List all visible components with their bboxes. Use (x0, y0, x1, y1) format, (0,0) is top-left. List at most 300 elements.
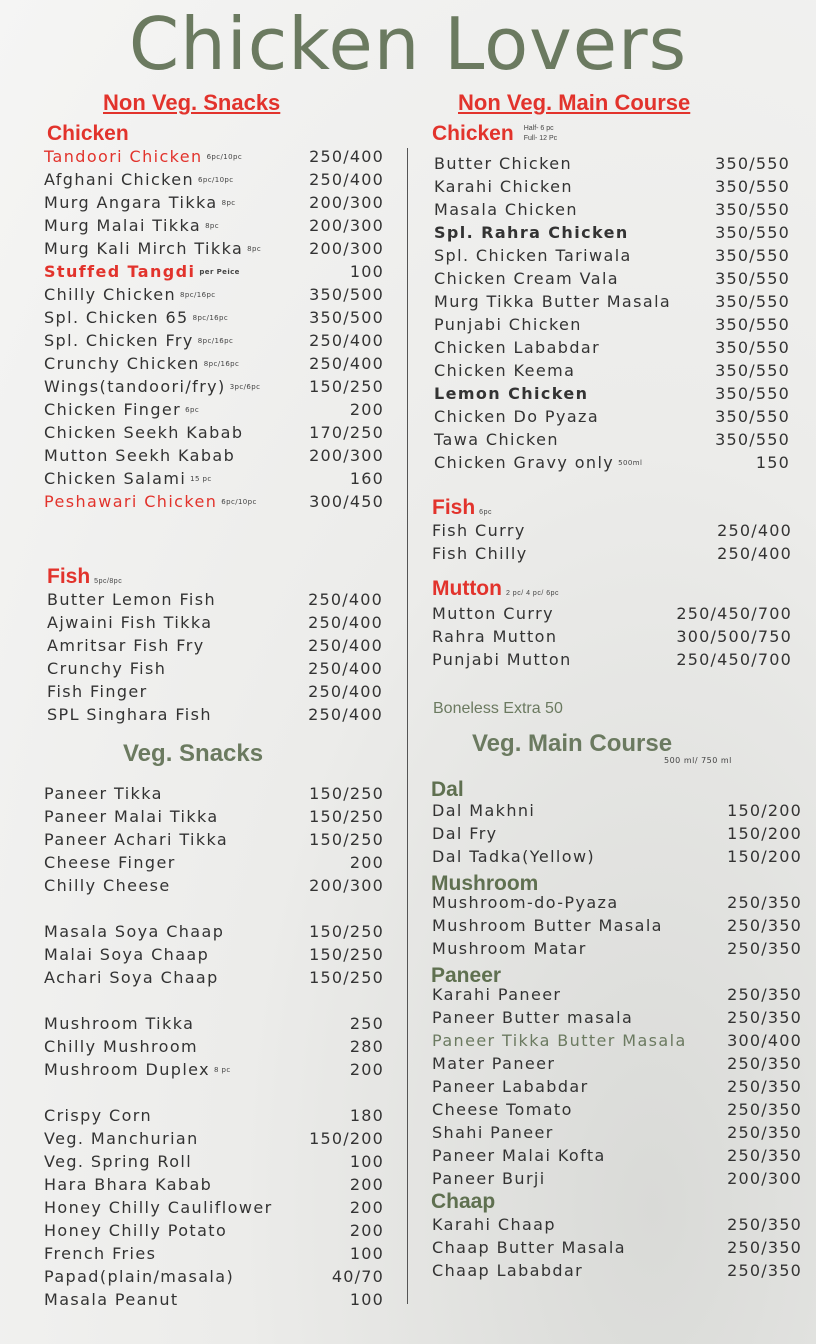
menu-item-name-text: Fish Chilly (432, 544, 528, 563)
menu-item-name (44, 1288, 179, 1311)
menu-item-name-text: Mutton Curry (432, 604, 554, 623)
menu-item-row (434, 290, 790, 313)
menu-item-name (44, 1012, 194, 1035)
menu-item-row (432, 1144, 802, 1167)
menu-item-name-text: Mushroom-do-Pyaza (432, 893, 619, 912)
menu-item-price: 250/350 (727, 1146, 802, 1165)
menu-item-row (47, 634, 383, 657)
menu-item-name-text: Chicken Keema (434, 361, 576, 380)
menu-item-price: 200/300 (309, 193, 384, 212)
menu-item-name-text: Chaap Lababdar (432, 1261, 584, 1280)
menu-item-name-text: Crispy Corn (44, 1106, 153, 1125)
menu-item-portion: 8 pc (214, 1066, 231, 1074)
right-fish-label: Fish (432, 496, 476, 519)
menu-item-name (44, 191, 236, 215)
menu-item-price: 350/550 (715, 384, 790, 403)
menu-item-price: 300/500/750 (676, 627, 792, 646)
menu-item-price: 250/400 (308, 590, 383, 609)
menu-item-row (44, 874, 384, 897)
menu-item-name (432, 1075, 589, 1098)
menu-item-name (432, 542, 528, 565)
menu-item-price: 250/350 (727, 1054, 802, 1073)
menu-item-name-text: Cheese Tomato (432, 1100, 573, 1119)
menu-item-row (432, 1029, 802, 1052)
menu-item-price: 250/400 (309, 354, 384, 373)
menu-item-row (44, 352, 384, 375)
menu-item-name (434, 336, 600, 359)
menu-item-name (44, 260, 240, 284)
menu-item-name-text: Dal Tadka(Yellow) (432, 847, 596, 866)
menu-item-name-text: Afghani Chicken (44, 170, 195, 189)
menu-item-row (432, 542, 792, 565)
menu-item-portion: per Peice (199, 268, 240, 276)
menu-item-row (47, 611, 383, 634)
menu-item-name-text: Hara Bhara Kabab (44, 1175, 213, 1194)
non-veg-snacks-heading: Non Veg. Snacks (103, 90, 281, 115)
menu-item-name (44, 168, 234, 192)
left-fish-category (47, 565, 122, 589)
menu-item-name-text: Tawa Chicken (434, 430, 559, 449)
menu-item-price: 250/350 (727, 1215, 802, 1234)
menu-item-portion: 15 pc (190, 475, 212, 483)
menu-item-row (44, 467, 384, 490)
menu-item-row (44, 260, 384, 283)
menu-item-price: 100 (349, 1152, 384, 1171)
menu-item-name (434, 382, 588, 405)
menu-item-price: 200 (349, 1198, 384, 1217)
menu-item-name-text: Mutton Seekh Kabab (44, 446, 236, 465)
menu-item-row (434, 221, 790, 244)
menu-item-name-text: Chilly Cheese (44, 876, 171, 895)
menu-item-row (432, 1098, 802, 1121)
menu-item-name-text: Punjabi Mutton (432, 650, 572, 669)
menu-item-name (47, 634, 205, 657)
menu-item-name (44, 237, 261, 261)
menu-item-name (44, 398, 199, 422)
menu-item-row (44, 490, 384, 513)
menu-item-row (44, 1035, 384, 1058)
menu-item-name (44, 283, 216, 307)
non-veg-main-course-heading: Non Veg. Main Course (458, 90, 691, 115)
menu-item-name (44, 1035, 198, 1058)
menu-item-row (432, 799, 802, 822)
menu-item-row (44, 1104, 384, 1127)
menu-item-name (432, 602, 554, 625)
menu-item-name-text: Rahra Mutton (432, 627, 558, 646)
menu-item-name (432, 822, 498, 845)
menu-item-price: 150/250 (309, 922, 384, 941)
menu-item-name-text: Paneer Lababdar (432, 1077, 589, 1096)
menu-item-row (44, 782, 384, 805)
menu-item-row (44, 1127, 384, 1150)
menu-item-row (432, 519, 792, 542)
menu-item-name (44, 1058, 231, 1082)
menu-item-name-text: Honey Chilly Cauliflower (44, 1198, 273, 1217)
menu-item-price: 250 (349, 1014, 384, 1033)
menu-item-price: 350/550 (715, 292, 790, 311)
menu-item-name-text: Amritsar Fish Fry (47, 636, 205, 655)
menu-item-row (47, 680, 383, 703)
menu-item-price: 250/400 (717, 544, 792, 563)
menu-item-row (432, 625, 792, 648)
menu-item-price: 150/200 (727, 847, 802, 866)
menu-item-row (434, 313, 790, 336)
menu-item-name (44, 851, 176, 874)
menu-item-name-text: Fish Curry (432, 521, 526, 540)
menu-item-name-text: Lemon Chicken (434, 384, 589, 403)
menu-item-name (432, 1213, 556, 1236)
menu-item-name (44, 421, 243, 444)
menu-item-price: 150/250 (309, 377, 384, 396)
menu-item-price: 250/350 (727, 1261, 802, 1280)
menu-item-price: 250/350 (727, 916, 802, 935)
menu-item-row (432, 1075, 802, 1098)
menu-item-row (44, 966, 384, 989)
menu-item-row (434, 451, 790, 474)
menu-item-name (44, 145, 242, 169)
menu-item-name (432, 1144, 606, 1167)
menu-item-name (432, 1098, 573, 1121)
mushroom-category: Mushroom (431, 872, 539, 895)
menu-item-price: 100 (349, 1244, 384, 1263)
menu-title: Chicken Lovers (128, 2, 688, 86)
menu-item-price: 200/300 (309, 876, 384, 895)
right-chicken-category (432, 122, 557, 146)
menu-item-name-text: Masala Soya Chaap (44, 922, 225, 941)
menu-item-name (44, 214, 219, 238)
menu-item-price: 350/550 (715, 223, 790, 242)
menu-item-row (434, 405, 790, 428)
menu-item-row (434, 198, 790, 221)
menu-item-price: 250/450/700 (676, 650, 792, 669)
menu-item-name (47, 703, 212, 726)
menu-item-price: 100 (349, 262, 384, 281)
menu-item-price: 150/250 (309, 830, 384, 849)
menu-item-name (44, 375, 260, 399)
menu-item-row (47, 657, 383, 680)
menu-item-name (432, 648, 572, 671)
menu-item-name-text: Murg Tikka Butter Masala (434, 292, 672, 311)
menu-item-name (434, 152, 572, 175)
menu-item-name-text: Crunchy Chicken (44, 354, 200, 373)
menu-item-price: 200/300 (309, 446, 384, 465)
menu-item-name (432, 914, 663, 937)
menu-item-row (44, 1173, 384, 1196)
menu-item-name-text: Paneer Butter masala (432, 1008, 634, 1027)
menu-item-price: 150/200 (309, 1129, 384, 1148)
menu-item-name (44, 943, 209, 966)
menu-item-row (47, 703, 383, 726)
menu-item-price: 350/550 (715, 269, 790, 288)
menu-item-name-text: Chicken Do Pyaza (434, 407, 600, 426)
menu-item-price: 150/200 (727, 801, 802, 820)
menu-item-row (434, 152, 790, 175)
menu-item-row (434, 382, 790, 405)
menu-item-price: 200/300 (309, 216, 384, 235)
menu-item-row (44, 1219, 384, 1242)
menu-item-name-text: Karahi Paneer (432, 985, 562, 1004)
menu-item-name-text: Spl. Chicken Tariwala (434, 246, 632, 265)
menu-item-price: 200/300 (309, 239, 384, 258)
menu-item-name (434, 290, 671, 313)
menu-item-name (47, 611, 212, 634)
menu-item-name-text: French Fries (44, 1244, 157, 1263)
menu-item-row (434, 359, 790, 382)
menu-item-price: 280 (349, 1037, 384, 1056)
right-fish-category (432, 496, 492, 520)
menu-item-price: 150/250 (309, 968, 384, 987)
menu-item-name (432, 1029, 687, 1052)
menu-item-name-text: Chicken Cream Vala (434, 269, 619, 288)
menu-item-name (434, 451, 642, 475)
menu-item-row (432, 1167, 802, 1190)
menu-item-name (432, 937, 587, 960)
menu-item-row (44, 375, 384, 398)
menu-item-name (47, 680, 148, 703)
menu-item-price: 350/500 (309, 308, 384, 327)
menu-item-name (432, 799, 535, 822)
menu-item-name-text: Murg Malai Tikka (44, 216, 202, 235)
menu-item-name (44, 782, 163, 805)
menu-item-price: 350/500 (309, 285, 384, 304)
menu-item-name-text: Spl. Rahra Chicken (434, 223, 629, 242)
menu-item-portion: 8pc/16pc (203, 360, 240, 368)
menu-item-name-text: Ajwaini Fish Tikka (47, 613, 213, 632)
menu-item-price: 250/400 (308, 659, 383, 678)
right-chicken-label: Chicken (432, 122, 514, 145)
menu-item-name (434, 198, 578, 221)
menu-item-name-text: Mushroom Butter Masala (432, 916, 663, 935)
menu-item-portion: 8pc (247, 245, 262, 253)
menu-item-price: 250/400 (308, 636, 383, 655)
veg-main-course-size-note: 500 ml/ 750 ml (664, 756, 732, 765)
menu-item-name (434, 244, 632, 267)
menu-item-name-text: Wings(tandoori/fry) (44, 377, 226, 396)
menu-item-price: 200 (349, 1060, 384, 1079)
menu-item-name (432, 983, 561, 1006)
menu-item-name-text: Paneer Achari Tikka (44, 830, 229, 849)
menu-item-name-text: Spl. Chicken Fry (44, 331, 194, 350)
menu-item-portion: 8pc (205, 222, 220, 230)
mutton-category (432, 577, 559, 601)
menu-item-row (44, 283, 384, 306)
menu-item-row (44, 306, 384, 329)
menu-item-name-text: Mushroom Duplex (44, 1060, 210, 1079)
menu-item-name (432, 891, 619, 914)
menu-item-name (44, 329, 233, 353)
menu-item-price: 250/350 (727, 939, 802, 958)
left-fish-note: 5pc/8pc (94, 578, 123, 585)
menu-item-name (434, 405, 599, 428)
menu-item-price: 250/350 (727, 1238, 802, 1257)
menu-item-name-text: Mushroom Matar (432, 939, 587, 958)
column-divider (407, 148, 408, 1304)
menu-item-name-text: Papad(plain/masala) (44, 1267, 235, 1286)
menu-item-row (44, 1288, 384, 1311)
menu-item-row (44, 828, 384, 851)
menu-item-row (44, 398, 384, 421)
menu-item-name-text: Honey Chilly Potato (44, 1221, 228, 1240)
menu-item-portion: 6pc/10pc (198, 176, 234, 184)
menu-item-price: 250/350 (727, 1123, 802, 1142)
menu-item-price: 300/400 (727, 1031, 802, 1050)
menu-item-name-text: Chicken Finger (44, 400, 182, 419)
menu-item-row (44, 920, 384, 943)
menu-item-row (44, 1012, 384, 1035)
menu-item-name-text: Peshawari Chicken (44, 492, 218, 511)
menu-item-name (47, 588, 216, 611)
menu-item-price: 200 (349, 1175, 384, 1194)
menu-item-portion: 8pc/16pc (192, 314, 229, 322)
menu-item-name-text: Chicken Seekh Kabab (44, 423, 244, 442)
menu-item-row (432, 1121, 802, 1144)
menu-item-name (434, 359, 575, 382)
menu-item-price: 180 (349, 1106, 384, 1125)
menu-item-name (44, 1150, 192, 1173)
menu-item-name (44, 1173, 212, 1196)
menu-item-name (44, 920, 224, 943)
menu-item-name-text: Chicken Lababdar (434, 338, 601, 357)
menu-item-name (434, 428, 559, 451)
menu-item-name-text: Paneer Tikka (44, 784, 163, 803)
menu-item-name-text: Chicken Salami (44, 469, 187, 488)
menu-item-name (432, 1006, 633, 1029)
menu-item-name-text: Paneer Burji (432, 1169, 546, 1188)
menu-item-portion: 8pc/16pc (180, 291, 216, 299)
menu-item-price: 250/350 (727, 1100, 802, 1119)
menu-item-name (432, 1121, 554, 1144)
menu-item-price: 300/450 (309, 492, 384, 511)
menu-item-portion: 8pc/16pc (197, 337, 234, 345)
menu-item-name-text: Karahi Chaap (432, 1215, 556, 1234)
menu-item-name-text: Dal Fry (432, 824, 498, 843)
menu-item-price: 250/350 (727, 985, 802, 1004)
menu-item-price: 170/250 (309, 423, 384, 442)
menu-item-price: 150/200 (727, 824, 802, 843)
menu-item-row (44, 851, 384, 874)
menu-item-name (434, 313, 582, 336)
menu-item-price: 200/300 (727, 1169, 802, 1188)
menu-item-price: 200 (349, 400, 384, 419)
chaap-category: Chaap (431, 1190, 496, 1213)
dal-category: Dal (431, 778, 464, 801)
menu-item-row (44, 1242, 384, 1265)
menu-item-price: 250/400 (309, 147, 384, 166)
full-note: Full- 12 Pc (523, 135, 558, 143)
menu-item-price: 350/550 (715, 177, 790, 196)
menu-item-price: 350/550 (715, 246, 790, 265)
menu-item-name (44, 828, 228, 851)
menu-item-name-text: Mushroom Tikka (44, 1014, 195, 1033)
menu-item-price: 250/400 (309, 170, 384, 189)
menu-item-row (434, 428, 790, 451)
menu-item-row (432, 602, 792, 625)
menu-item-row (44, 1196, 384, 1219)
menu-item-name-text: Crunchy Fish (47, 659, 167, 678)
menu-item-name-text: Fish Finger (47, 682, 148, 701)
menu-item-row (432, 1236, 802, 1259)
menu-item-price: 40/70 (331, 1267, 384, 1286)
menu-item-portion: 500ml (618, 459, 643, 467)
left-chicken-category: Chicken (47, 122, 129, 145)
menu-item-portion: 6pc/10pc (206, 153, 243, 161)
menu-item-row (44, 444, 384, 467)
menu-item-row (44, 145, 384, 168)
menu-item-portion: 6pc/10pc (221, 498, 257, 506)
menu-item-name-text: Chicken Gravy only (434, 453, 615, 472)
menu-item-row (44, 1058, 384, 1081)
menu-item-price: 250/400 (717, 521, 792, 540)
menu-item-portion: 8pc (221, 199, 236, 207)
menu-item-row (432, 822, 802, 845)
menu-item-row (47, 588, 383, 611)
menu-item-name-text: Butter Lemon Fish (47, 590, 217, 609)
menu-item-price: 350/550 (715, 154, 790, 173)
menu-item-price: 150/250 (309, 945, 384, 964)
menu-item-name-text: Masala Peanut (44, 1290, 179, 1309)
menu-item-row (44, 1265, 384, 1288)
menu-item-name (434, 221, 629, 244)
menu-item-price: 200 (349, 1221, 384, 1240)
menu-item-name-text: Veg. Manchurian (44, 1129, 199, 1148)
menu-item-row (432, 937, 802, 960)
menu-item-row (432, 983, 802, 1006)
veg-main-course-heading: Veg. Main Course (472, 730, 673, 757)
menu-item-name-text: Murg Kali Mirch Tikka (44, 239, 244, 258)
menu-item-row (434, 175, 790, 198)
menu-item-price: 250/400 (308, 613, 383, 632)
menu-item-portion: 6pc (185, 406, 200, 414)
menu-item-name-text: Chilly Chicken (44, 285, 177, 304)
menu-item-row (432, 1052, 802, 1075)
menu-item-name (432, 519, 526, 542)
menu-item-name (44, 490, 257, 514)
right-fish-note: 6pc (479, 509, 492, 516)
menu-item-name (432, 1167, 546, 1190)
menu-item-name (44, 1265, 234, 1288)
menu-item-price: 100 (349, 1290, 384, 1309)
menu-item-row (432, 1259, 802, 1282)
menu-item-price: 350/550 (715, 338, 790, 357)
menu-item-price: 250/400 (309, 331, 384, 350)
menu-item-name (44, 1219, 227, 1242)
menu-item-name (432, 625, 557, 648)
menu-item-price: 150 (755, 453, 790, 472)
menu-item-name (44, 805, 219, 828)
menu-item-name-text: Chaap Butter Masala (432, 1238, 626, 1257)
half-note: Half- 6 pc (523, 125, 554, 133)
menu-item-price: 200 (349, 853, 384, 872)
menu-item-row (44, 943, 384, 966)
menu-item-price: 150/250 (309, 784, 384, 803)
menu-item-name-text: SPL Singhara Fish (47, 705, 212, 724)
menu-item-row (434, 267, 790, 290)
menu-item-name (432, 1236, 626, 1259)
menu-item-name (44, 1196, 273, 1219)
menu-item-name-text: Cheese Finger (44, 853, 176, 872)
menu-item-name-text: Dal Makhni (432, 801, 536, 820)
menu-item-price: 150/250 (309, 807, 384, 826)
menu-item-name-text: Masala Chicken (434, 200, 578, 219)
menu-item-name-text: Chilly Mushroom (44, 1037, 199, 1056)
menu-item-name (44, 966, 219, 989)
menu-item-name-text: Murg Angara Tikka (44, 193, 218, 212)
menu-item-row (44, 191, 384, 214)
boneless-extra-note: Boneless Extra 50 (433, 700, 563, 717)
menu-item-name (432, 1259, 583, 1282)
menu-item-price: 250/400 (308, 705, 383, 724)
menu-item-name (434, 175, 573, 198)
